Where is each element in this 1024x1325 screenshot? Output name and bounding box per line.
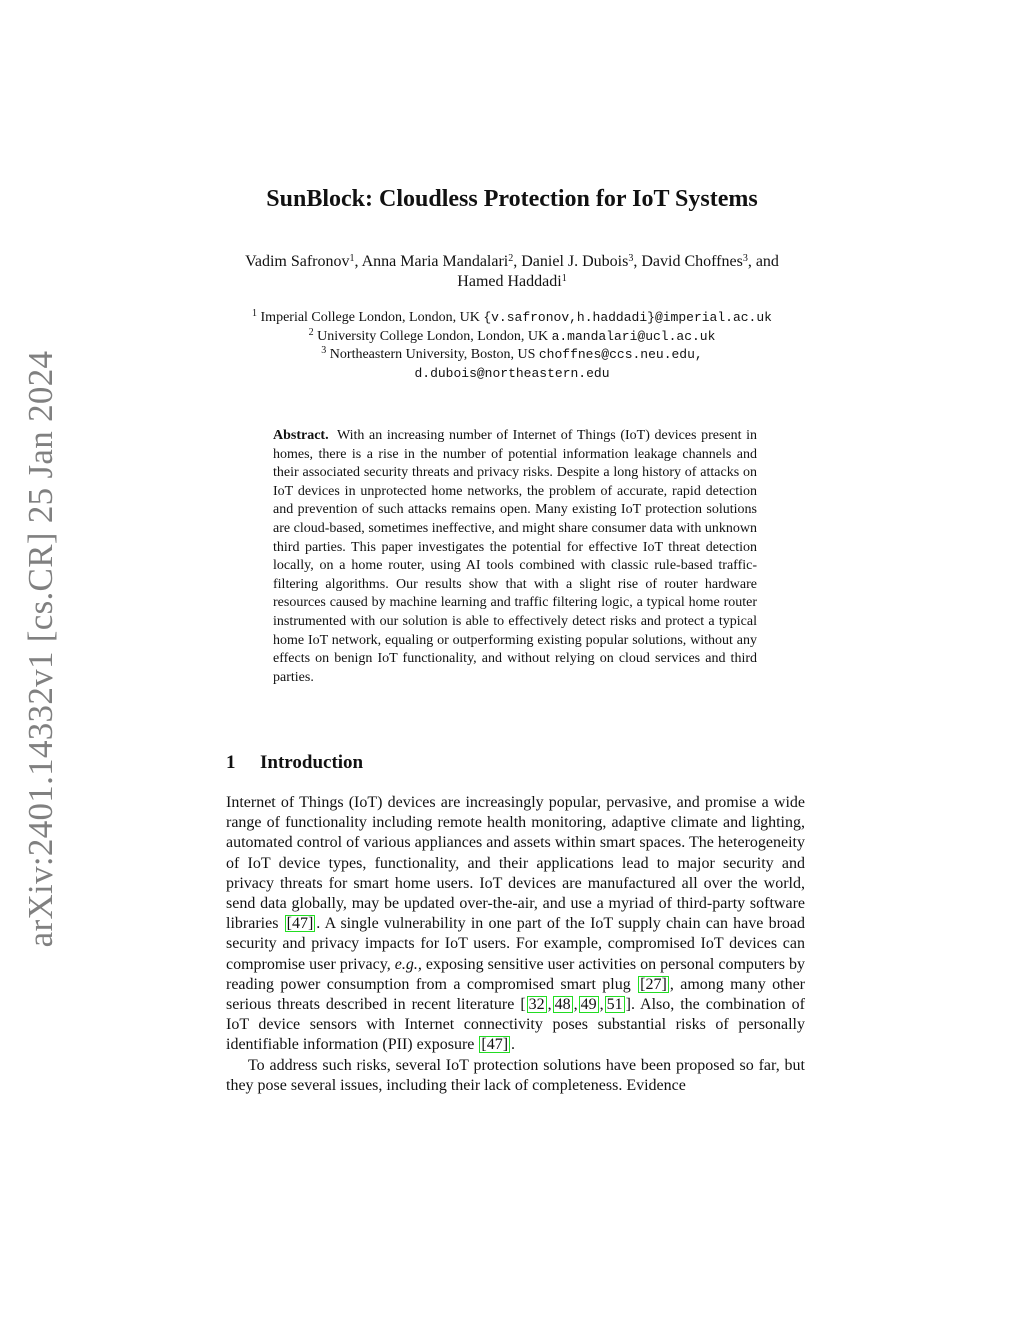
affiliation-item bbox=[190, 309, 834, 328]
abstract-text: With an increasing number of Internet of Things (IoT) devices present in homes, there is a rise in the number of potential information leakage channels and their associated security threats and privacy risks. Despite a long history of attacks on IoT devices in unprotected home networks, the problem of accurate, rapid detection and prevention of such attacks remains open. Many existing IoT protection solutions are cloud-based, sometimes ineffective, and might share consumer data with unknown third parties. This paper investigates the potential for effective IoT threat detection locally, on a home router, using AI tools combined with classic rule-based traffic-filtering algorithms. Our results show that with a slight rise of router hardware resources caused by machine learning and traffic filtering logic, a typical home router instrumented with our solution is able to effectively detect risks and protect a typical home IoT network, equaling or outperforming existing popular solutions, without any effects on benign IoT functionality, and without relying on cloud services and third parties. bbox=[273, 428, 758, 685]
affiliation-email[interactable]: choffnes@ccs.neu.edu, bbox=[538, 347, 703, 362]
author-affiliation-marker: 3 bbox=[628, 253, 634, 264]
introduction-body bbox=[226, 793, 805, 1096]
arxiv-identifier: arXiv:2401.14332v1 [cs.CR] 25 Jan 2024 bbox=[21, 350, 60, 948]
affiliation-text: Imperial College London, London, UK bbox=[260, 310, 480, 325]
author-name: Hamed Haddadi bbox=[457, 273, 562, 290]
affiliation-number: 1 bbox=[252, 308, 258, 319]
author-affiliation-marker: 2 bbox=[508, 253, 514, 264]
arxiv-sidebar bbox=[6, 350, 76, 948]
citation-link[interactable]: [27] bbox=[640, 975, 667, 993]
section-heading bbox=[226, 752, 363, 774]
paragraph-text: . Also, the combination of IoT device sensors with Internet connectivity poses substantial risks of personally identifiable information (PII) exposure bbox=[226, 996, 806, 1054]
paragraph-text: . bbox=[511, 1036, 516, 1054]
author-affiliation-marker: 3 bbox=[742, 253, 748, 264]
affiliation-text: University College London, London, UK bbox=[317, 328, 549, 344]
citation-number: 47 bbox=[291, 915, 308, 933]
author-name: Vadim Safronov bbox=[245, 253, 350, 270]
citation-link[interactable]: 51 bbox=[606, 996, 623, 1014]
author-list: Vadim Safronov$^1$, Anna Maria Mandalari$^2$, Daniel J. Dubois$^3$, David Choffnes$^3$, and Hamed Haddadi$^1$ bbox=[245, 253, 779, 290]
affiliation-item bbox=[190, 346, 834, 365]
author-affiliation-marker: 1 bbox=[561, 273, 567, 284]
affiliation-number: 3 bbox=[321, 345, 327, 356]
abstract-label: Abstract. bbox=[273, 428, 329, 443]
citation-link[interactable]: 48 bbox=[554, 996, 571, 1014]
paragraph-text: exposing sensitive user activities on personal computers by reading power consumption from a compromised smart plug bbox=[226, 955, 805, 993]
affiliation-item bbox=[190, 328, 834, 347]
author-name: Anna Maria Mandalari bbox=[361, 253, 509, 270]
abstract bbox=[273, 427, 757, 687]
affiliation-list bbox=[190, 309, 834, 383]
citation-link[interactable]: [47] bbox=[286, 915, 314, 933]
citation-link[interactable]: 32 bbox=[528, 996, 545, 1014]
citation-number: 47 bbox=[486, 1036, 503, 1054]
author-affiliation-marker: 1 bbox=[349, 253, 355, 264]
affiliation-email[interactable]: d.dubois@northeastern.edu bbox=[414, 365, 610, 381]
citation-link[interactable]: [47] bbox=[481, 1036, 509, 1054]
citation-group: [ 32 , 48 , 49 , 51 ] bbox=[520, 996, 631, 1014]
section-number: 1 bbox=[226, 752, 236, 773]
affiliation-number: 2 bbox=[308, 326, 314, 338]
author-name: David Choffnes bbox=[641, 253, 743, 270]
paragraph-text: Internet of Things (IoT) devices are increasingly popular, pervasive, and promise a wide range of functionality including remote health monitoring, adaptive climate and lighting, automated control of various appliances and assets within smart spaces. The heterogeneity of IoT device types, functionality, and their applications lead to major security and privacy threats for smart home users. IoT devices are manufactured all over the world, send data globally, may be updated over-the-air, and use a myriad of third-party software libraries bbox=[226, 794, 805, 933]
affiliation-email[interactable]: a.mandalari@ucl.ac.uk bbox=[551, 328, 716, 344]
affiliation-item bbox=[190, 365, 834, 384]
affiliation-text: Northeastern University, Boston, US bbox=[329, 347, 536, 362]
citation-number: 27 bbox=[645, 975, 662, 993]
affiliation-email[interactable]: {v.safronov,h.haddadi}@imperial.ac.uk bbox=[483, 310, 772, 325]
paper-title: SunBlock: Cloudless Protection for IoT Systems bbox=[266, 186, 758, 212]
section-title: Introduction bbox=[260, 752, 364, 773]
paragraph-text: , among many other serious threats described in recent literature bbox=[226, 975, 805, 1014]
emphasis-text: e.g., bbox=[394, 955, 422, 973]
citation-link[interactable]: 49 bbox=[580, 996, 597, 1014]
author-name: Daniel J. Dubois bbox=[521, 253, 629, 270]
paragraph-text: . A single vulnerability in one part of the IoT supply chain can have broad security and privacy impacts for IoT users. For example, compromised IoT devices can compromise user privacy, bbox=[226, 915, 806, 973]
paragraph: To address such risks, several IoT protection solutions have been proposed so far, but they pose several issues, including their lack of completeness. Evidence bbox=[226, 1056, 805, 1094]
paragraph bbox=[226, 793, 805, 1056]
